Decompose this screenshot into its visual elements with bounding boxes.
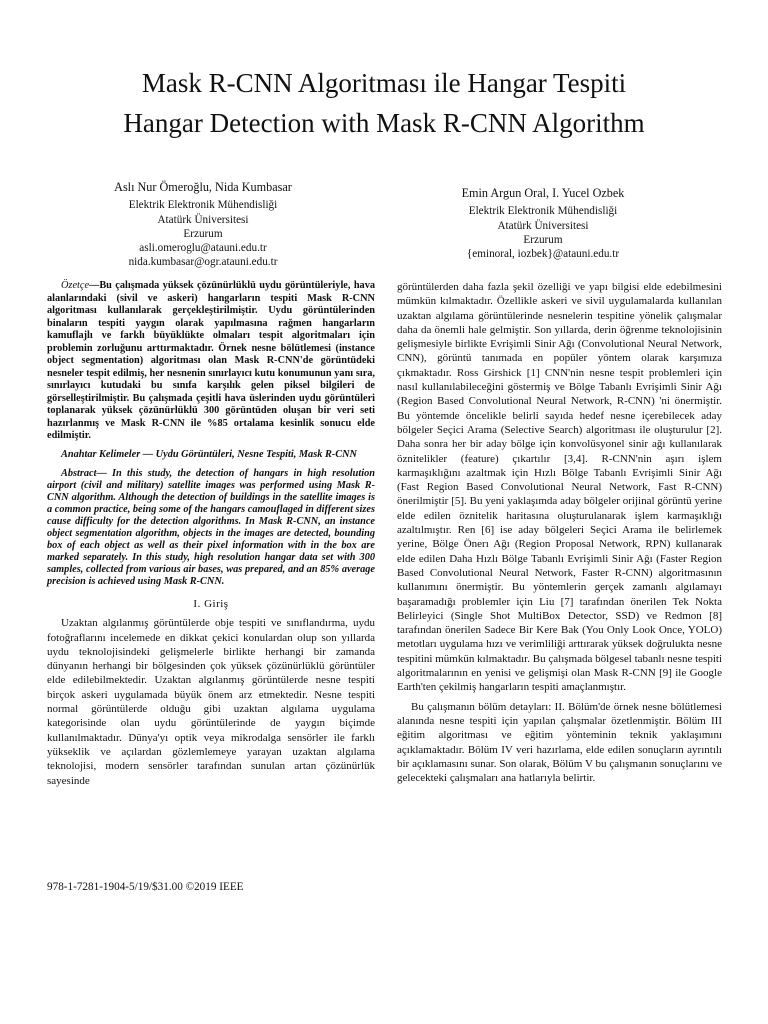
right-column [397,280,722,785]
title-turkish: Mask R-CNN Algoritması ile Hangar Tespiti [141,68,627,98]
body-paragraph: Uzaktan algılanmış görüntülerde obje tespiti ve sınıflandırma, uydu fotoğraflarını incelemede en dikkat çekici konulardan olup son yıllarda uydu teknolojisindeki gelişmelerle birlikte herhangi bir zamanda dünyanın herhangi bir bölgesinden çok yüksek çözünürlüklü görüntüler elde edilebilmektedir. Uzaktan algılanmış görüntülerde nesne tespiti birçok askeri uygulamada büyük önem arz etmektedir. Nesne tespiti normal görüntülerde olduğu gibi uzaktan algılama uygulama kategorisinde olan uydu görüntülerinde de yaygın biçimde kullanılmaktadır. Dünya'yı optik veya mikrodalga sensörler ile farklı yükseklik ve açılardan gözlemlemeye yarayan uzaktan algılama teknolojisi, modern sensörler tarafından sunulan artan çözünürlük sayesinde [47,617,375,787]
author-names: Aslı Nur Ömeroğlu, Nida Kumbasar [114,180,292,194]
author-names: Emin Argun Oral, I. Yucel Ozbek [461,186,625,200]
author-university: Atatürk Üniversitesi [157,213,249,226]
author-email: {eminoral, iozbek}@atauni.edu.tr [466,248,620,261]
abstract-english: Abstract— In this study, the detection of hangars in high resolution airport (civil and military) satellite images was performed using Mask R-CNN algorithm. Although the detection of buildings in the satellite images is a common practice, being some of the hangars camouflaged in different sizes cause difficulty for the detection algorithms. In Mask R-CNN, an instance object segmentation algorithm, objects in the images are detected, bounding box of each object as well as their pixel information with in the box are marked separately. In this study, high resolution hangar data set with 300 samples, collected from various air bases, was prepared, and an 85% average precision is achieved using Mask R-CNN. [47,468,375,587]
author-city: Erzurum [523,233,563,246]
body-paragraph: görüntülerden daha fazla şekil özelliği ve yapı bilgisi elde edebilmesini mümkün kılmaktadır. Özellikle askeri ve sivil uygulamalarda kullanılan uzaktan algılama görüntülerinde nesnelerin tespitine yönelik çalışmalar daha da önemli hale gelmiştir. Son yıllarda, derin öğrenme teknolojisinin gelişmesiyle birlikte Evrişimli Sinir Ağı (Convolutional Neural Network, CNN), görüntü tanımada en popüler yöntem olarak karşımıza çıkmaktadır. Ross Girshick [1] CNN'nin nesne tespit problemleri için nasıl kullanılabileceğini göstermiş ve Bölge Tabanlı Evrişimli Sinir Ağı (Region Based Convolutional Neural Network, R-CNN) 'ni önermiştir. Bu yöntemde öncelikle belirli sayıda hedef nesne içerebilecek aday bölgeler Seçici Arama (Selective Search) algoritması ile oluşturulur [2]. Daha sonra her bir aday bölge için konvolüsyonel sinir ağı kullanılarak öznitelikler (feature) çıkartılır [3,4]. R-CNN'nin aşırı işlem karmaşıklığını azaltmak için Hızlı Bölge Tabanlı Evrişimli Sinir Ağı (Fast Region Based Convolutional Neural Network, Fast R-CNN) önerilmiştir [5]. Bu yeni yaklaşımda aday bölgeler orijinal görüntü yerine elde edilen öznitelik haritasına oluşturulanarak işlem karmaşıklığı azaltılmıştır. Ren [6] ise aday bölgeleri Seçici Arama ile belirlemek yerine, Bölge Önerı Ağı (Region Proposal Network, RPN) kullanarak elde edilen Daha Hızlı Bölge Tabanlı Evrişimli Sinir Ağı (Faster Region Based Convolutional Neural Network, Faster R-CNN) algoritmasının kullanımını önermiştir. Bu yöntemlerin gerçek zamanlı algılamayı başaramadığı problemler için Liu [7] tarafından önerilen Tek Nokta Belirleyici (Single Shot MultiBox Detector, SSD) ve Redmon [8] tarafından önerilen Sadece Bir Kere Bak (You Only Look Once, YOLO) metotları uygulama hızı ve verimliliği arttırarak yüksek doğrulukta nesne tespitini mümkün kılmaktadır. Bu çalışmada bölgesel tabanlı nesne tespiti algoritmalarının en yenisi ve gelişmişi olan Mask R-CNN [9] ile Google Earth'ten çekilmiş hangarların tespiti amaçlanmıştır. [397,281,722,694]
left-column [47,280,375,788]
author-department: Elektrik Elektronik Mühendisliği [468,205,618,218]
author-email: asli.omeroglu@atauni.edu.tr [139,242,267,255]
title-english: Hangar Detection with Mask R-CNN Algorithm [123,108,645,138]
author-city: Erzurum [183,227,223,240]
author-block-2 [398,186,688,261]
author-email: nida.kumbasar@ogr.atauni.edu.tr [128,256,278,269]
author-university: Atatürk Üniversitesi [497,219,589,232]
keywords-turkish: Anahtar Kelimeler — Uydu Görüntüleri, Nesne Tespiti, Mask R-CNN [61,448,357,460]
abstract-lead: Özetçe [61,280,90,291]
body-paragraph: Bu çalışmanın bölüm detayları: II. Bölüm'de örnek nesne bölütlemesi alanında nesne tespiti için yapılan çalışmalar özetlenmiştir. Bölüm III eğitim algoritması ve eğitim yönteminin teknik yaklaşımını açıklamaktadır. Bölüm IV veri hazırlama, elde edilen sonuçların ayrıntılı bir açıklamasını sunar. Son olarak, Bölüm V bu çalışmanın sonuçlarını ve gelecekteki çalışmaları ana hatlarıyla belirtir. [397,700,722,785]
author-block-1 [58,180,348,270]
author-department: Elektrik Elektronik Mühendisliği [128,199,278,212]
section-heading-introduction: I. Giriş [193,598,229,610]
copyright-notice: 978-1-7281-1904-5/19/$31.00 ©2019 IEEE [47,881,244,893]
abstract-turkish [47,280,375,443]
abstract-text: —Bu çalışmada yüksek çözünürlüklü uydu görüntüleriyle, hava alanlarındaki (sivil ve askeri) hangarların tespiti Mask R-CNN algoritması kullanılarak gerçekleştirilmiştir. Uydu görüntülerinden binaların tespiti yaygın olarak yapılmasına rağmen hangarların kamuflajlı ve farklı büyüklükte olmaları tespit algoritmaları için problemin zorluğunu arttırmaktadır. Örnek nesne bölütlemesi (instance object segmentation) algoritması olan Mask R-CNN'de görüntüdeki nesneler tespit edilmiş, her nesnenin sınırlayıcı kutu konumunun yanı sıra, sınırlayıcı kutudaki bu sınıfa karşılık gelen piksel bilgileri de görselleştirilmiştir. Bu çalışmada çeşitli hava üslerinden uydu görüntüleri toplanarak yüksek çözünürlüklü 300 görüntüden oluşan bir veri seti hazırlanmış ve Mask R-CNN ile %85 ortalama kesinlik sonucu elde edilmiştir. [47,280,375,441]
